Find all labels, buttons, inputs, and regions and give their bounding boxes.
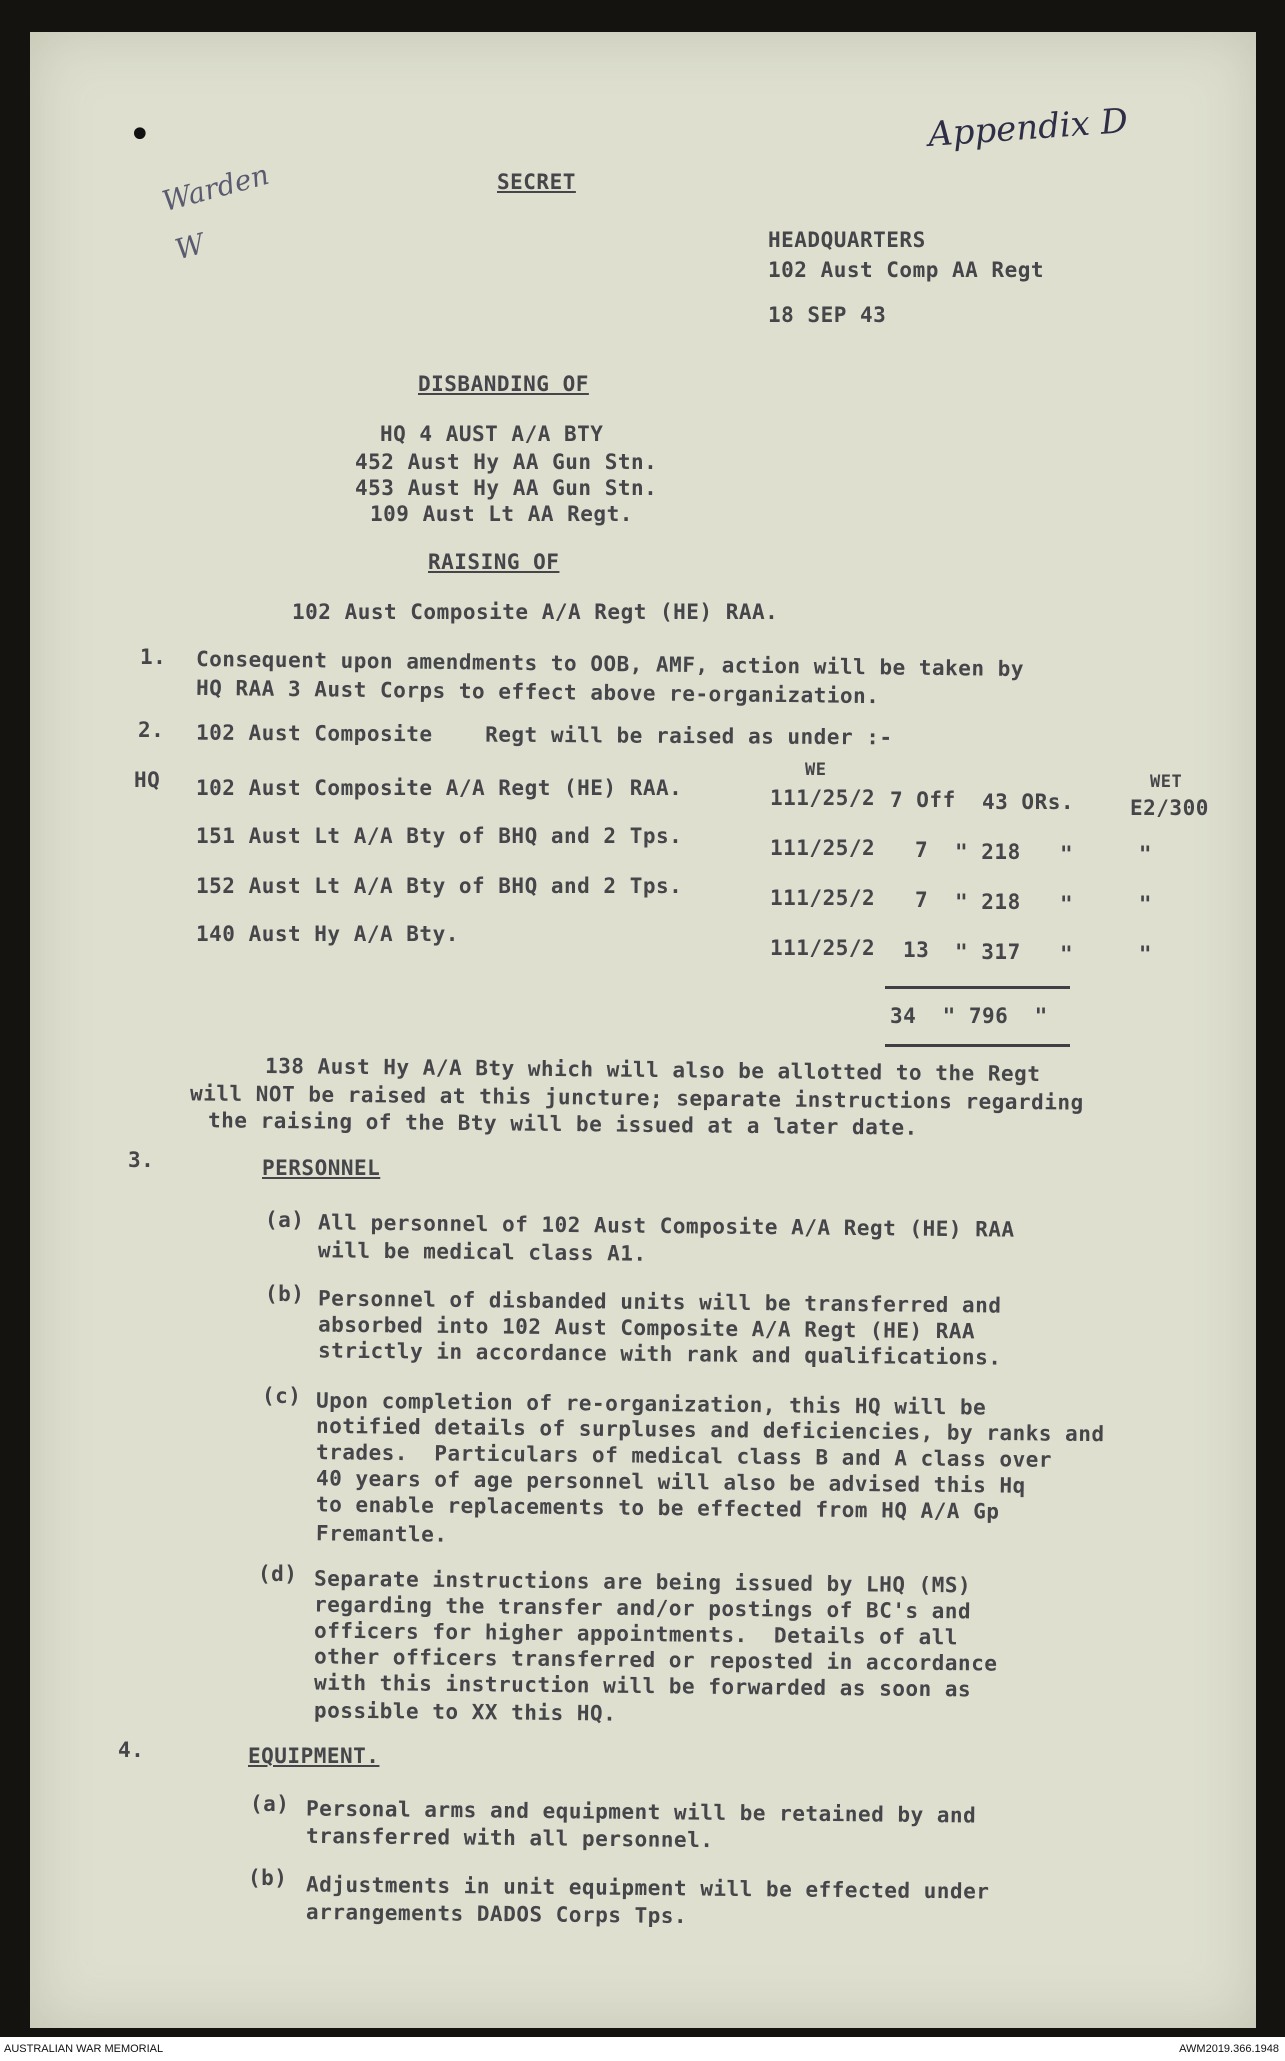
para-number: 3.: [128, 1148, 155, 1172]
table-cell-unit: 140 Aust Hy A/A Bty.: [196, 922, 459, 946]
table-cell-ors: " 218: [955, 840, 1021, 864]
item-text: officers for higher appointments. Details of all: [313, 1618, 959, 1650]
document-sheet: [30, 32, 1256, 2028]
item-label: (a): [265, 1208, 305, 1232]
item-text: will be medical class A1.: [317, 1238, 647, 1266]
item-text: Fremantle.: [315, 1521, 448, 1547]
raised-unit: 102 Aust Composite A/A Regt (HE) RAA.: [292, 600, 779, 624]
item-text: transferred with all personnel.: [305, 1823, 714, 1853]
archive-reference: AWM2019.366.1948: [1179, 2043, 1279, 2055]
item-text: All personnel of 102 Aust Composite A/A Regt (HE) RAA: [317, 1210, 1015, 1242]
disbanded-unit: 452 Aust Hy AA Gun Stn.: [355, 450, 658, 474]
para-text: will NOT be raised at this juncture; separate instructions regarding: [189, 1081, 1084, 1115]
table-cell-off: 7: [915, 838, 929, 862]
disbanded-unit: 453 Aust Hy AA Gun Stn.: [355, 476, 658, 500]
table-cell-we: 111/25/2: [770, 836, 876, 860]
table-cell-ors: 43 ORs.: [982, 790, 1075, 814]
document-date: 18 SEP 43: [768, 303, 887, 327]
table-cell-wet: " ": [1060, 942, 1153, 966]
item-text: regarding the transfer and/or postings of BC's and: [313, 1592, 972, 1624]
item-text: arrangements DADOS Corps Tps.: [305, 1900, 688, 1928]
total-rule-top: [885, 986, 1070, 989]
table-cell-off: 13: [903, 938, 930, 962]
item-text: Personnel of disbanded units will be transferred and: [317, 1286, 1002, 1318]
item-label: (b): [265, 1282, 305, 1306]
total-rule-bottom: [885, 1044, 1070, 1047]
para-number: 1.: [140, 645, 167, 669]
equipment-heading: EQUIPMENT.: [248, 1744, 380, 1768]
item-label: (b): [248, 1866, 288, 1890]
disbanded-unit: 109 Aust Lt AA Regt.: [370, 502, 633, 526]
table-cell-ors: " 218: [955, 890, 1021, 914]
table-cell-we: 111/25/2: [770, 936, 876, 960]
hq-line-1: HEADQUARTERS: [768, 228, 926, 252]
item-text: notified details of surpluses and deficiencies, by ranks and: [315, 1413, 1105, 1447]
item-text: trades. Particulars of medical class B and A class over: [315, 1440, 1053, 1472]
item-text: Personal arms and equipment will be retained by and: [305, 1796, 977, 1828]
we-column-label: WE: [805, 760, 827, 780]
item-text: Separate instructions are being issued by LHQ (MS): [313, 1566, 972, 1598]
table-cell-we: 111/25/2: [770, 786, 876, 810]
item-label: (c): [262, 1384, 302, 1408]
table-cell-wet: " ": [1060, 842, 1153, 866]
disbanding-heading: DISBANDING OF: [418, 372, 589, 396]
para-text: 102 Aust Composite Regt will be raised as under :-: [195, 720, 893, 750]
item-label: (a): [250, 1792, 290, 1816]
table-cell-unit: 152 Aust Lt A/A Bty of BHQ and 2 Tps.: [196, 874, 683, 898]
item-text: 40 years of age personnel will also be advised this Hq: [315, 1466, 1026, 1498]
table-cell-we: 111/25/2: [770, 886, 876, 910]
para-text: the raising of the Bty will be issued at a later date.: [207, 1108, 918, 1140]
raising-heading: RAISING OF: [428, 550, 560, 574]
item-label: (d): [258, 1562, 298, 1586]
item-text: to enable replacements to be effected from HQ A/A Gp: [315, 1492, 1000, 1524]
table-cell-ors: " 317: [955, 940, 1021, 964]
table-cell-wet: " ": [1060, 892, 1153, 916]
item-text: with this instruction will be forwarded as soon as: [313, 1670, 972, 1702]
item-text: strictly in accordance with rank and qualifications.: [317, 1338, 1002, 1370]
table-cell-off: 7 Off: [890, 788, 956, 812]
item-text: possible to XX this HQ.: [313, 1698, 617, 1726]
para-text: HQ RAA 3 Aust Corps to effect above re-organization.: [195, 675, 880, 709]
item-text: absorbed into 102 Aust Composite A/A Regt (HE) RAA: [317, 1312, 976, 1344]
secret-heading: SECRET: [497, 170, 576, 194]
para-number: 2.: [138, 718, 165, 742]
table-total: 34 " 796 ": [890, 1004, 1048, 1028]
hq-line-2: 102 Aust Comp AA Regt: [768, 258, 1045, 282]
table-cell-unit: 151 Aust Lt A/A Bty of BHQ and 2 Tps.: [196, 824, 683, 848]
para-text: Consequent upon amendments to OOB, AMF, action will be taken by: [195, 646, 1025, 682]
table-cell-unit: 102 Aust Composite A/A Regt (HE) RAA.: [196, 776, 683, 800]
table-cell-wet: E2/300: [1130, 796, 1209, 820]
table-row-prefix: HQ: [134, 768, 161, 792]
item-text: Adjustments in unit equipment will be effected under: [305, 1872, 990, 1904]
para-number: 4.: [118, 1738, 145, 1762]
item-text: other officers transferred or reposted in accordance: [313, 1644, 998, 1676]
table-cell-off: 7: [915, 888, 929, 912]
disbanded-unit: HQ 4 AUST A/A BTY: [380, 422, 604, 446]
top-left-mark: •: [128, 112, 152, 158]
margin-note: Warden W: [158, 157, 273, 267]
personnel-heading: PERSONNEL: [262, 1156, 381, 1180]
archive-name: AUSTRALIAN WAR MEMORIAL: [4, 2043, 164, 2055]
appendix-annotation: Appendix D: [926, 101, 1130, 155]
wet-column-label: WET: [1150, 772, 1183, 792]
para-text: 138 Aust Hy A/A Bty which will also be allotted to the Regt: [264, 1053, 1041, 1087]
archive-footer: [0, 2037, 1285, 2061]
item-text: Upon completion of re-organization, this HQ will be: [315, 1388, 987, 1420]
